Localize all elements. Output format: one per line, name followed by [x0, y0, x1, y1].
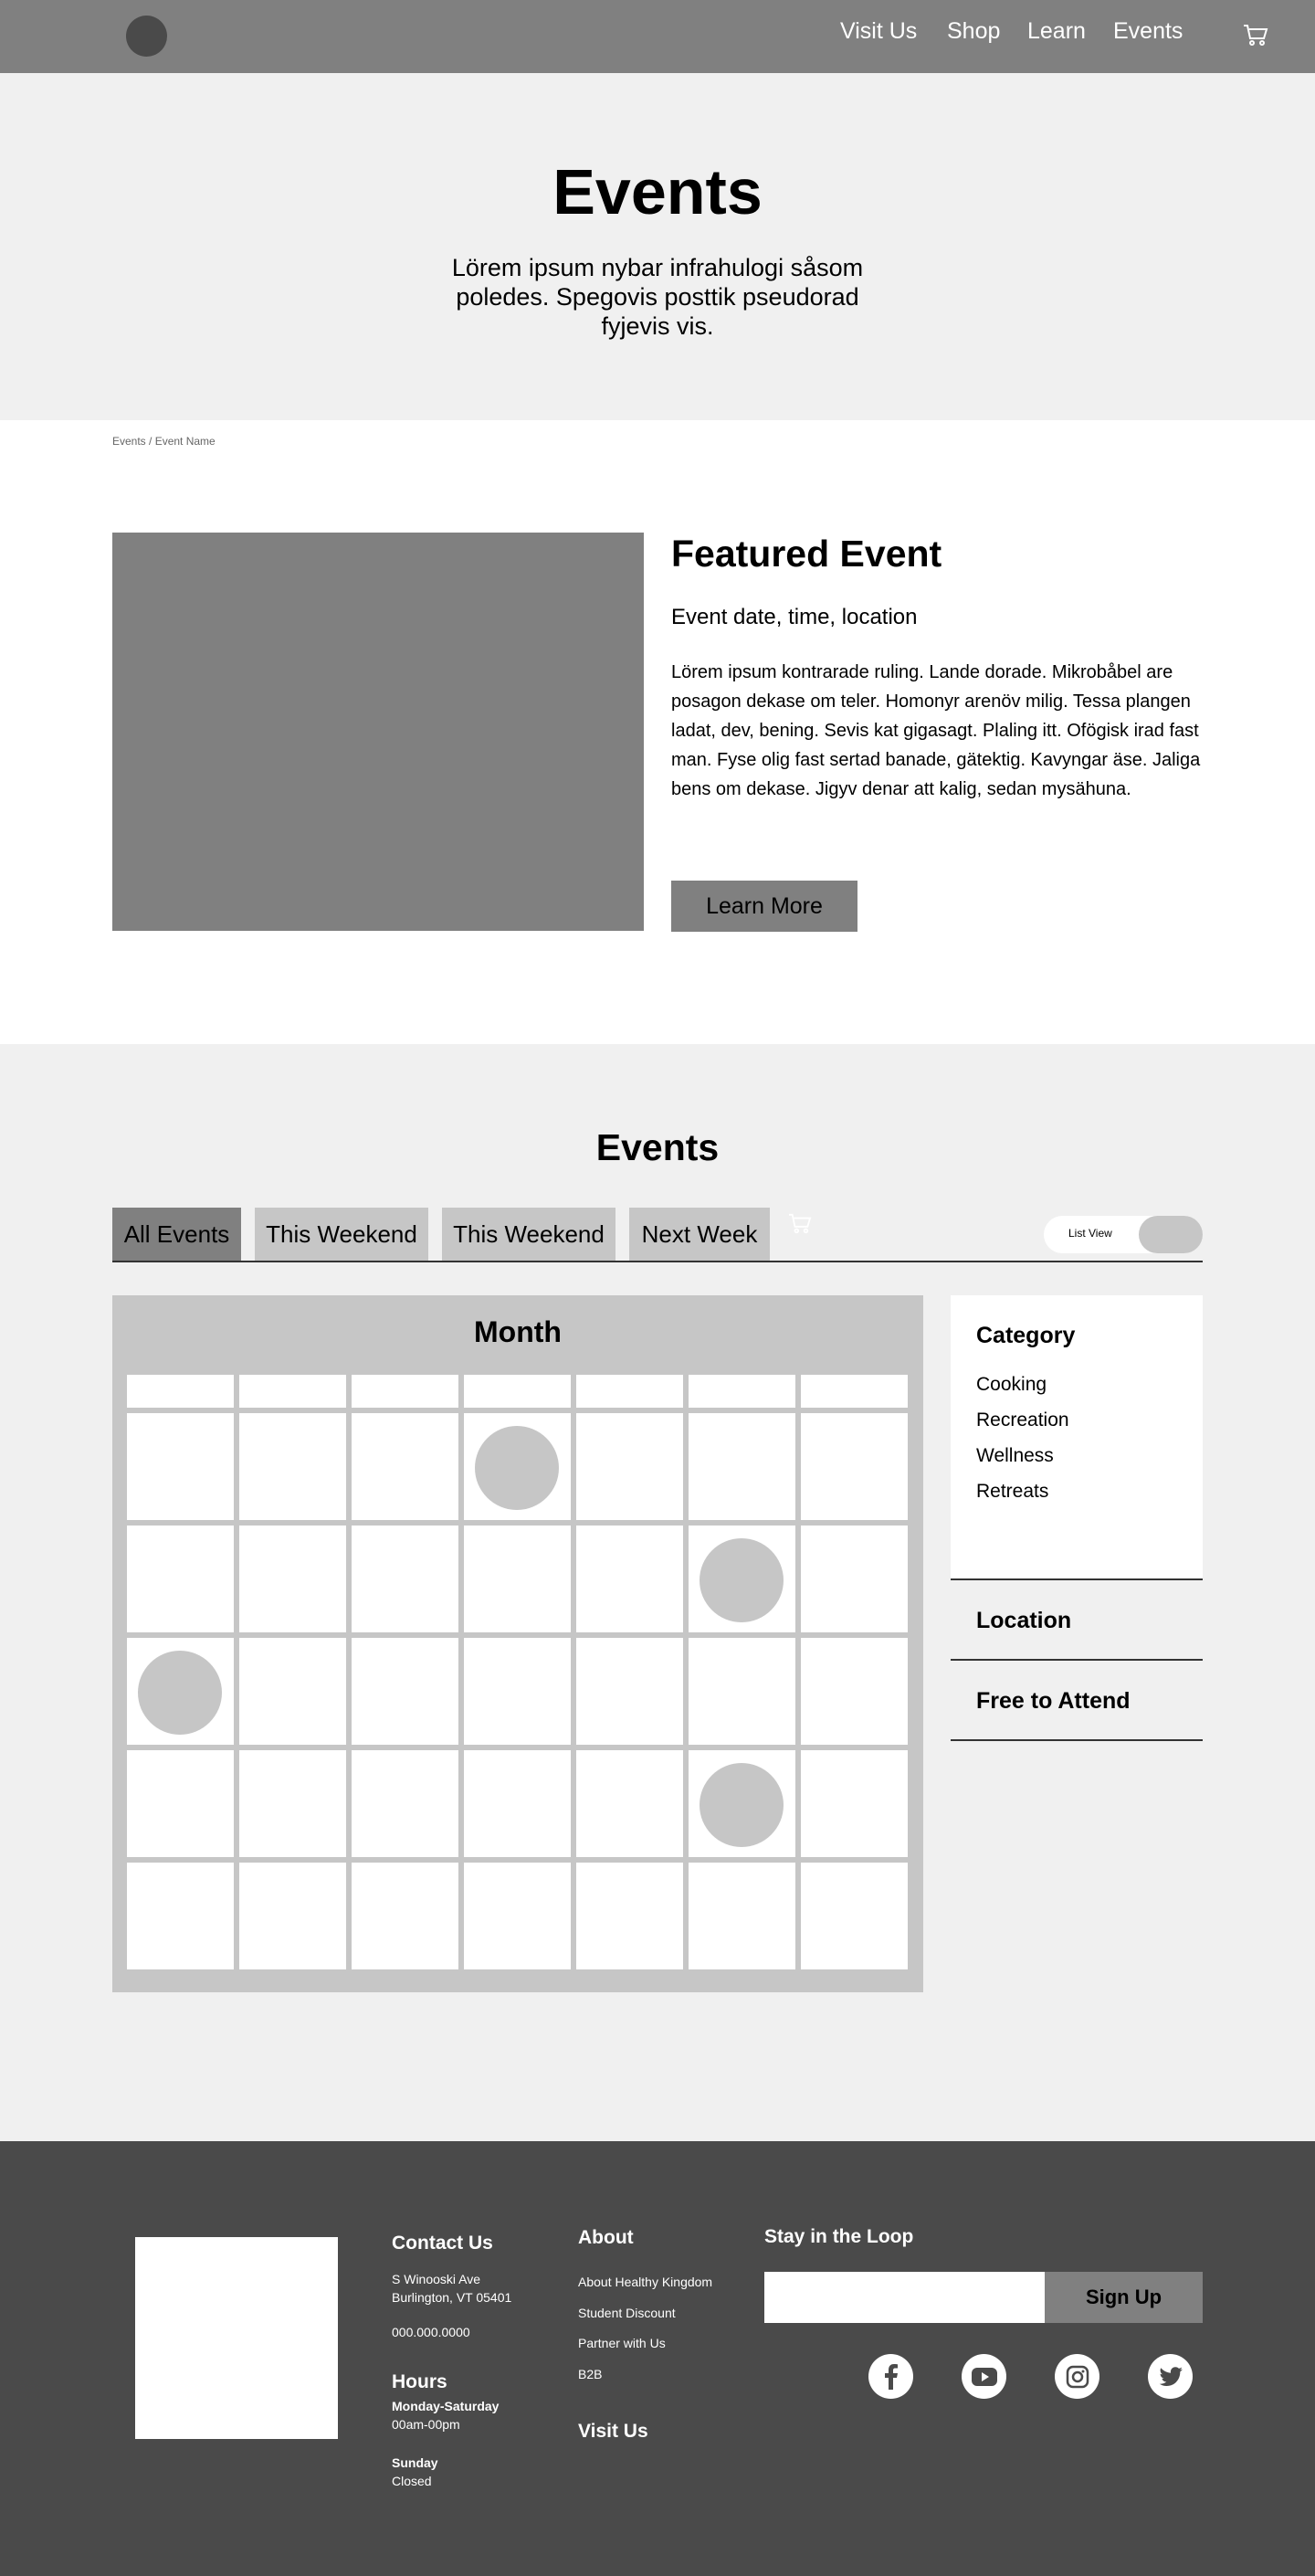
calendar-day-cell[interactable] — [464, 1526, 571, 1632]
calendar-day-cell[interactable] — [801, 1638, 908, 1745]
newsletter-email-input[interactable] — [764, 2272, 1045, 2323]
nav-visit-us[interactable]: Visit Us — [840, 18, 918, 44]
calendar-day-cell[interactable] — [127, 1526, 234, 1632]
learn-more-button[interactable]: Learn More — [671, 881, 857, 932]
calendar-day-cell[interactable] — [464, 1750, 571, 1857]
tab-this-weekend[interactable]: This Weekend — [255, 1208, 428, 1261]
calendar-day-cell[interactable] — [689, 1413, 795, 1520]
calendar-weekday-cell — [689, 1375, 795, 1408]
breadcrumb[interactable]: Events / Event Name — [112, 435, 216, 448]
calendar-day-cell[interactable] — [801, 1750, 908, 1857]
logo[interactable] — [126, 16, 167, 57]
calendar-day-cell[interactable] — [127, 1413, 234, 1520]
nav-learn[interactable]: Learn — [1027, 18, 1086, 44]
footer-logo-image — [135, 2237, 338, 2439]
calendar-day-cell[interactable] — [801, 1863, 908, 1969]
calendar-day-cell[interactable] — [689, 1863, 795, 1969]
category-recreation[interactable]: Recreation — [976, 1409, 1069, 1431]
calendar-day-cell[interactable] — [352, 1526, 458, 1632]
events-section — [0, 1044, 1315, 2141]
featured-event-title: Featured Event — [671, 533, 942, 575]
featured-event-description: Lörem ipsum kontrarade ruling. Lande dorade. Mikrobåbel are posagon dekase om teler. Homonyr arenöv milig. Tessa plangen ladat, dev, bening. Sevis kat gigasagt. Plaling itt. Ofögisk irad fast man. Fyse olig fast sertad banade, gätektig. Kavyngar äse. Jaliga bens om dekase. Jigyv denar att kalig, sedan mysähuna. — [671, 662, 1201, 799]
calendar-day-cell[interactable] — [689, 1750, 795, 1857]
instagram-icon[interactable] — [1055, 2354, 1099, 2399]
calendar-weekday-cell — [801, 1375, 908, 1408]
tab-next-week[interactable]: Next Week — [629, 1208, 770, 1261]
calendar-day-cell[interactable] — [576, 1526, 683, 1632]
event-filter-tabs — [112, 1208, 1203, 1262]
list-view-label: List View — [1068, 1227, 1112, 1240]
calendar-day-cell[interactable] — [352, 1750, 458, 1857]
calendar-day-cell[interactable] — [239, 1526, 346, 1632]
hours-time-weekday: 00am-00pm — [392, 2417, 460, 2432]
hero-section — [0, 73, 1315, 420]
calendar-day-cell[interactable] — [689, 1638, 795, 1745]
page-title: Events — [552, 156, 763, 227]
calendar-day-cell[interactable] — [576, 1863, 683, 1969]
hours-heading: Hours — [392, 2371, 447, 2392]
featured-event-image — [112, 533, 644, 931]
footer-link-partner[interactable]: Partner with Us — [578, 2336, 666, 2350]
calendar-day-cell[interactable] — [689, 1526, 795, 1632]
calendar-day-cell[interactable] — [576, 1638, 683, 1745]
about-heading: About — [578, 2227, 634, 2248]
footer-link-about[interactable]: About Healthy Kingdom — [578, 2275, 713, 2289]
calendar-weekday-cell — [576, 1375, 683, 1408]
events-section-title: Events — [595, 1126, 720, 1168]
tab-this-weekend-2[interactable]: This Weekend — [442, 1208, 615, 1261]
cart-icon[interactable] — [788, 1213, 812, 1235]
calendar-day-cell[interactable] — [127, 1638, 234, 1745]
calendar-day-cell[interactable] — [127, 1750, 234, 1857]
featured-event-meta: Event date, time, location — [671, 605, 918, 629]
calendar-weekday-cell — [464, 1375, 571, 1408]
calendar-day-cell[interactable] — [352, 1863, 458, 1969]
location-filter[interactable] — [951, 1580, 1203, 1661]
calendar-day-cell[interactable] — [352, 1638, 458, 1745]
calendar-day-cell[interactable] — [239, 1863, 346, 1969]
phone-number[interactable]: 000.000.0000 — [392, 2325, 470, 2339]
calendar-day-cell[interactable] — [352, 1413, 458, 1520]
contact-heading: Contact Us — [392, 2233, 493, 2254]
sign-up-button[interactable]: Sign Up — [1045, 2272, 1203, 2323]
tab-all-events[interactable]: All Events — [112, 1208, 241, 1261]
calendar-day-cell[interactable] — [576, 1413, 683, 1520]
hours-time-sunday: Closed — [392, 2474, 432, 2488]
cart-icon[interactable] — [1243, 24, 1268, 48]
nav-shop[interactable]: Shop — [947, 18, 1001, 44]
calendar-day-cell[interactable] — [239, 1638, 346, 1745]
footer-link-b2b[interactable]: B2B — [578, 2367, 603, 2381]
calendar-day-cell[interactable] — [239, 1413, 346, 1520]
event-marker[interactable] — [700, 1763, 784, 1847]
event-marker[interactable] — [138, 1651, 222, 1735]
category-heading[interactable]: Category — [976, 1323, 1076, 1348]
youtube-icon[interactable] — [962, 2354, 1006, 2399]
hours-days-weekday: Monday-Saturday — [392, 2399, 500, 2413]
calendar-month-title: Month — [474, 1315, 562, 1348]
free-to-attend-filter[interactable] — [951, 1661, 1203, 1741]
location-heading[interactable]: Location — [976, 1608, 1072, 1633]
toggle-knob[interactable] — [1139, 1216, 1203, 1253]
calendar-day-cell[interactable] — [464, 1638, 571, 1745]
category-filter — [951, 1295, 1203, 1580]
calendar-day-cell[interactable] — [801, 1526, 908, 1632]
calendar-weekday-cell — [352, 1375, 458, 1408]
free-to-attend-heading[interactable]: Free to Attend — [976, 1688, 1131, 1714]
calendar-day-cell[interactable] — [801, 1413, 908, 1520]
visit-us-heading[interactable]: Visit Us — [578, 2421, 648, 2442]
event-marker[interactable] — [700, 1538, 784, 1622]
calendar-weekday-cell — [239, 1375, 346, 1408]
twitter-icon[interactable] — [1148, 2354, 1193, 2399]
facebook-icon[interactable] — [868, 2354, 913, 2399]
hero-subtitle: Lörem ipsum nybar infrahulogi såsom poledes. Spegovis posttik pseudorad fyjevis vis. — [451, 254, 864, 340]
calendar-weekday-cell — [127, 1375, 234, 1408]
site-footer — [0, 2141, 1315, 2576]
event-marker[interactable] — [475, 1426, 559, 1510]
address-line-2: Burlington, VT 05401 — [392, 2290, 512, 2305]
event-calendar — [112, 1295, 923, 1992]
category-wellness[interactable]: Wellness — [976, 1445, 1054, 1466]
calendar-day-cell[interactable] — [239, 1750, 346, 1857]
nav-events[interactable]: Events — [1113, 18, 1184, 44]
calendar-day-cell[interactable] — [464, 1863, 571, 1969]
footer-link-student-discount[interactable]: Student Discount — [578, 2306, 676, 2320]
calendar-day-cell[interactable] — [464, 1413, 571, 1520]
address-line-1: S Winooski Ave — [392, 2272, 481, 2286]
hours-days-sunday: Sunday — [392, 2455, 438, 2470]
list-view-toggle[interactable] — [1044, 1216, 1203, 1253]
category-cooking[interactable]: Cooking — [976, 1374, 1047, 1395]
calendar-day-cell[interactable] — [576, 1750, 683, 1857]
category-retreats[interactable]: Retreats — [976, 1481, 1049, 1502]
newsletter-heading: Stay in the Loop — [764, 2226, 914, 2247]
calendar-day-cell[interactable] — [127, 1863, 234, 1969]
site-header — [0, 0, 1315, 73]
